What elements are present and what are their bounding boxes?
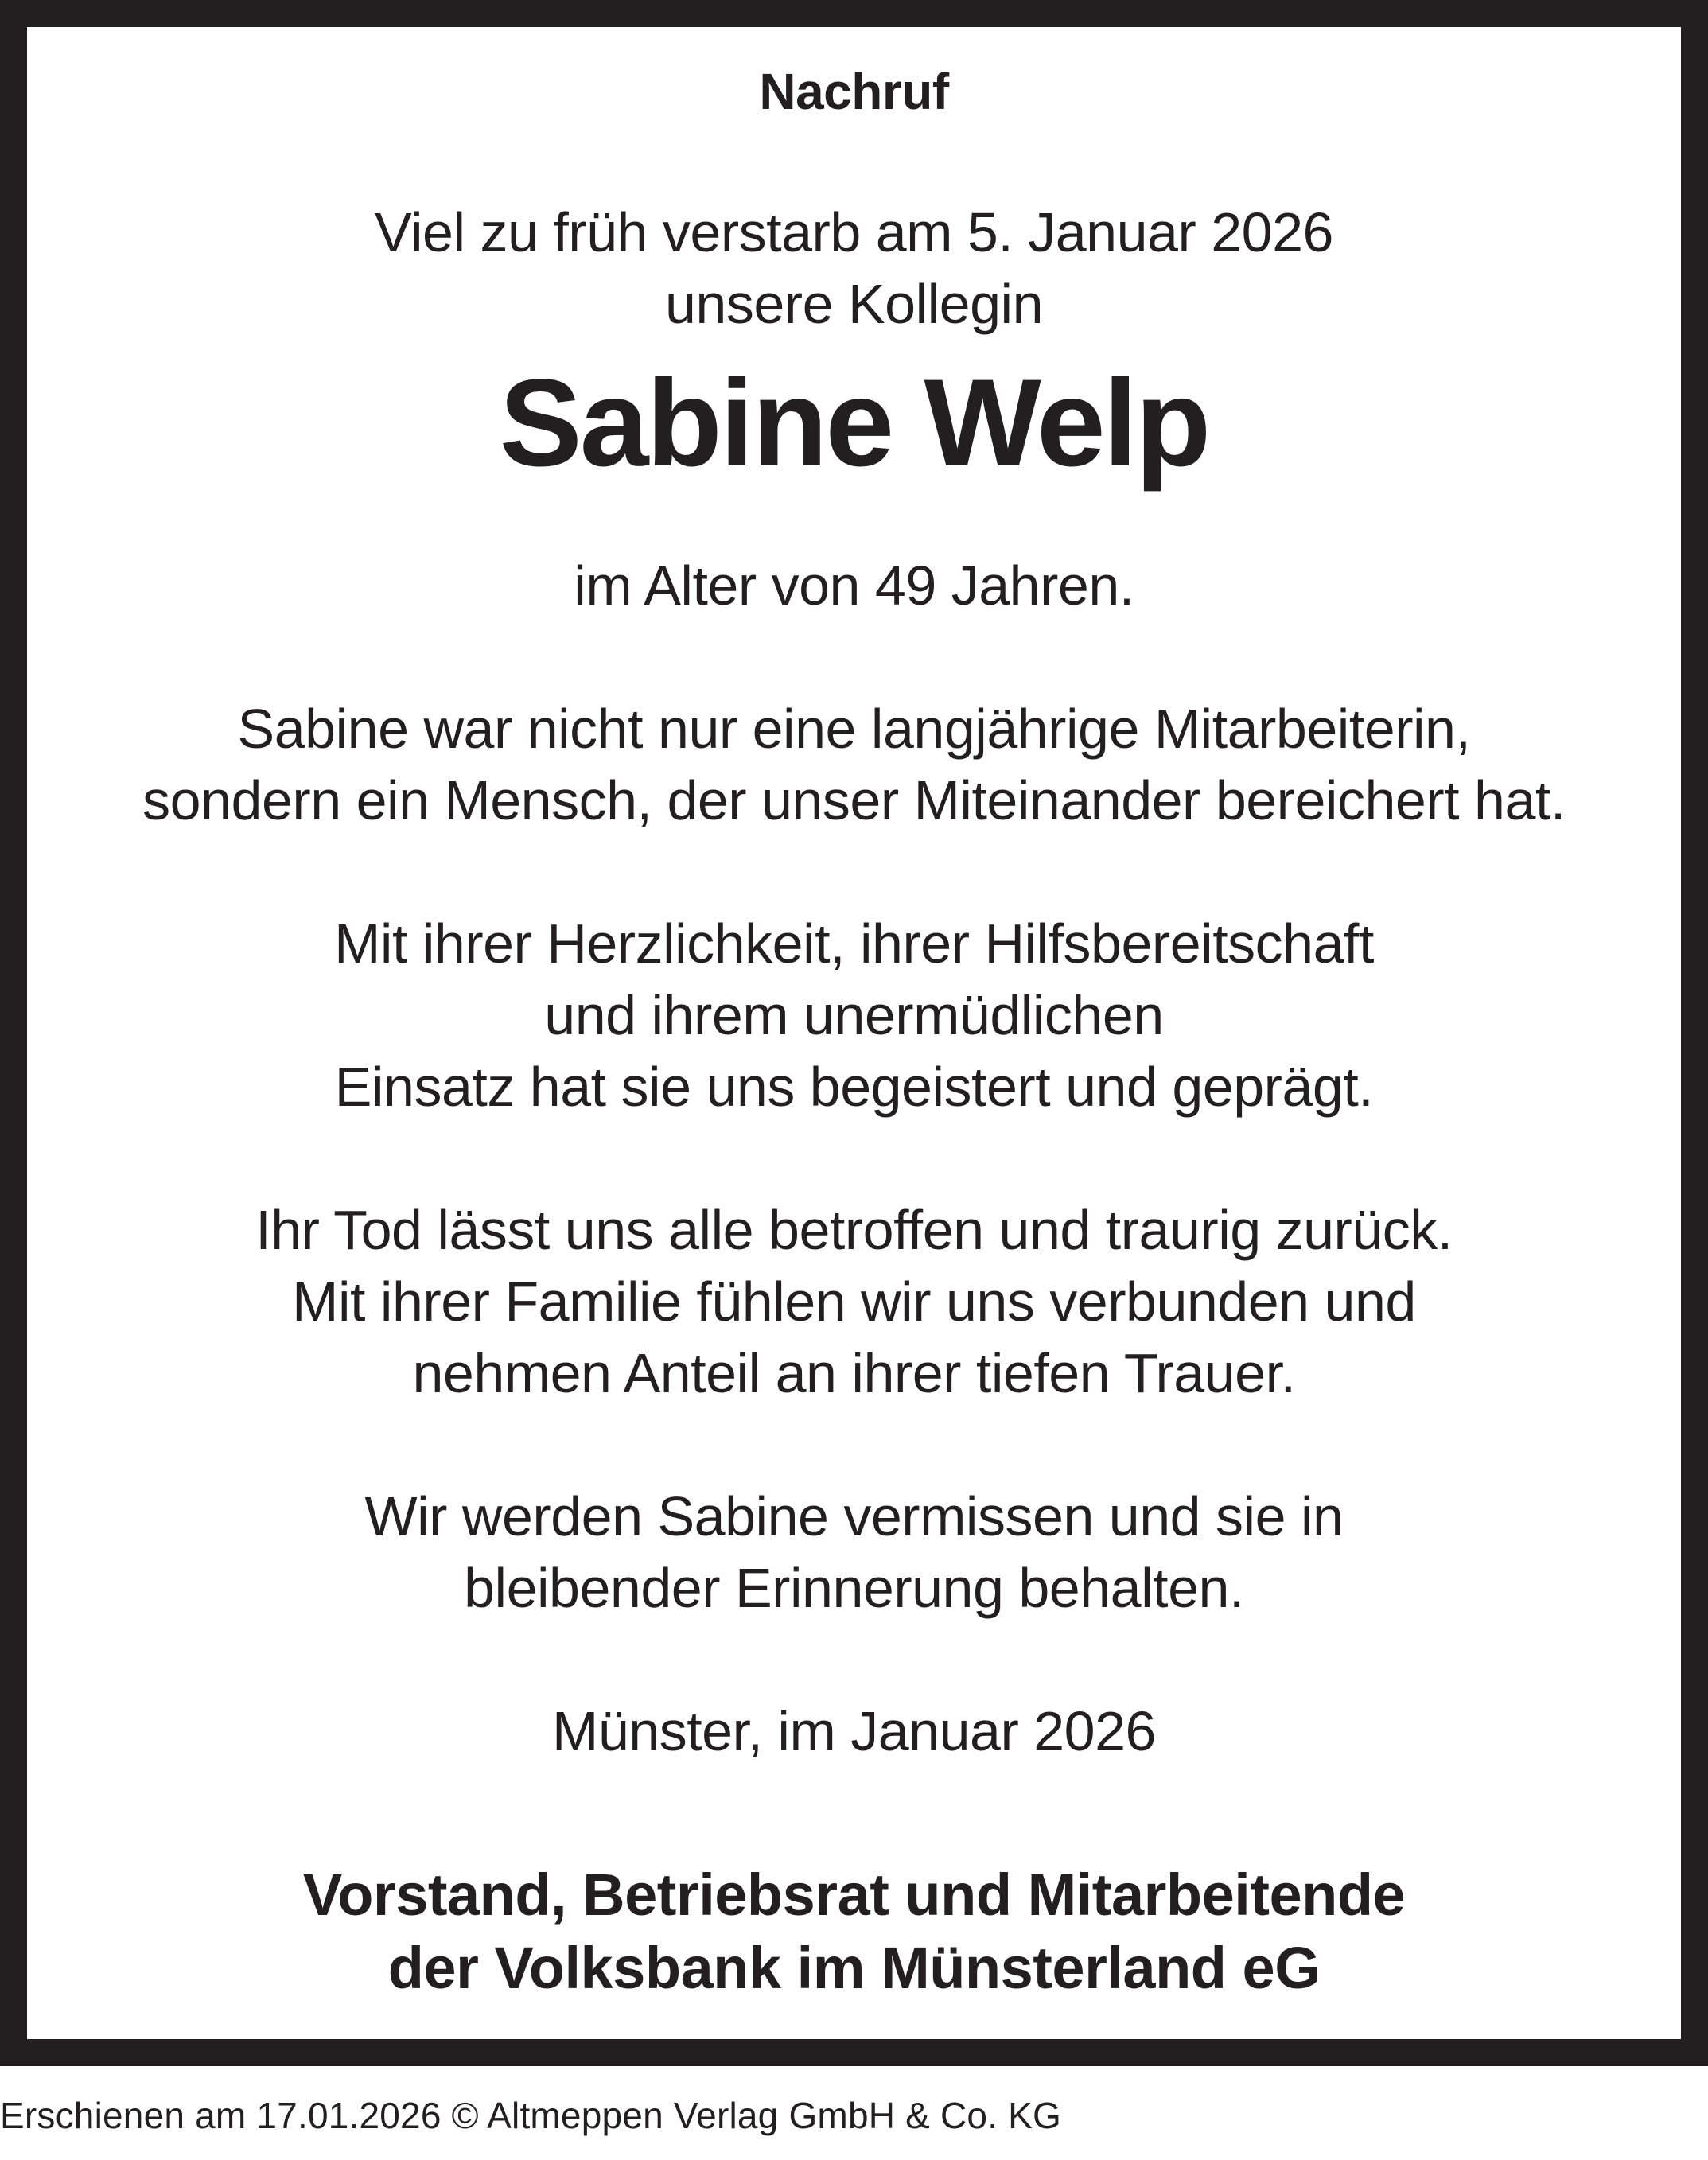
notice-heading: Nachruf xyxy=(759,63,949,120)
paragraph-line: und ihrem unermüdlichen xyxy=(544,984,1164,1046)
notice-panel xyxy=(27,27,1681,2039)
paragraph-line: Ihr Tod lässt uns alle betroffen und traurig zurück. xyxy=(255,1199,1453,1261)
paragraph-line: Wir werden Sabine vermissen und sie in xyxy=(364,1485,1344,1547)
paragraph-line: Einsatz hat sie uns begeistert und geprägt. xyxy=(334,1056,1374,1118)
age-line: im Alter von 49 Jahren. xyxy=(574,555,1134,617)
signature-line: der Volksbank im Münsterland eG xyxy=(387,1935,1321,2001)
paragraph-line: bleibender Erinnerung behalten. xyxy=(464,1557,1244,1619)
paragraph-line: Mit ihrer Familie fühlen wir uns verbunden und xyxy=(292,1271,1416,1333)
signature-line: Vorstand, Betriebsrat und Mitarbeitende xyxy=(302,1862,1406,1928)
place-date: Münster, im Januar 2026 xyxy=(552,1700,1156,1762)
paragraph-line: sondern ein Mensch, der unser Miteinander bereichert hat. xyxy=(142,769,1566,831)
paragraph-line: Mit ihrer Herzlichkeit, ihrer Hilfsbereitschaft xyxy=(334,913,1374,975)
paragraph-line: Sabine war nicht nur eine langjährige Mitarbeiterin, xyxy=(237,698,1471,760)
deceased-name: Sabine Welp xyxy=(499,354,1209,492)
publication-credit: Erschienen am 17.01.2026 © Altmeppen Verlag GmbH & Co. KG xyxy=(0,2095,1062,2136)
paragraph-line: nehmen Anteil an ihrer tiefen Trauer. xyxy=(412,1342,1296,1404)
intro-line: Viel zu früh verstarb am 5. Januar 2026 xyxy=(375,201,1333,263)
intro-line: unsere Kollegin xyxy=(664,273,1044,335)
